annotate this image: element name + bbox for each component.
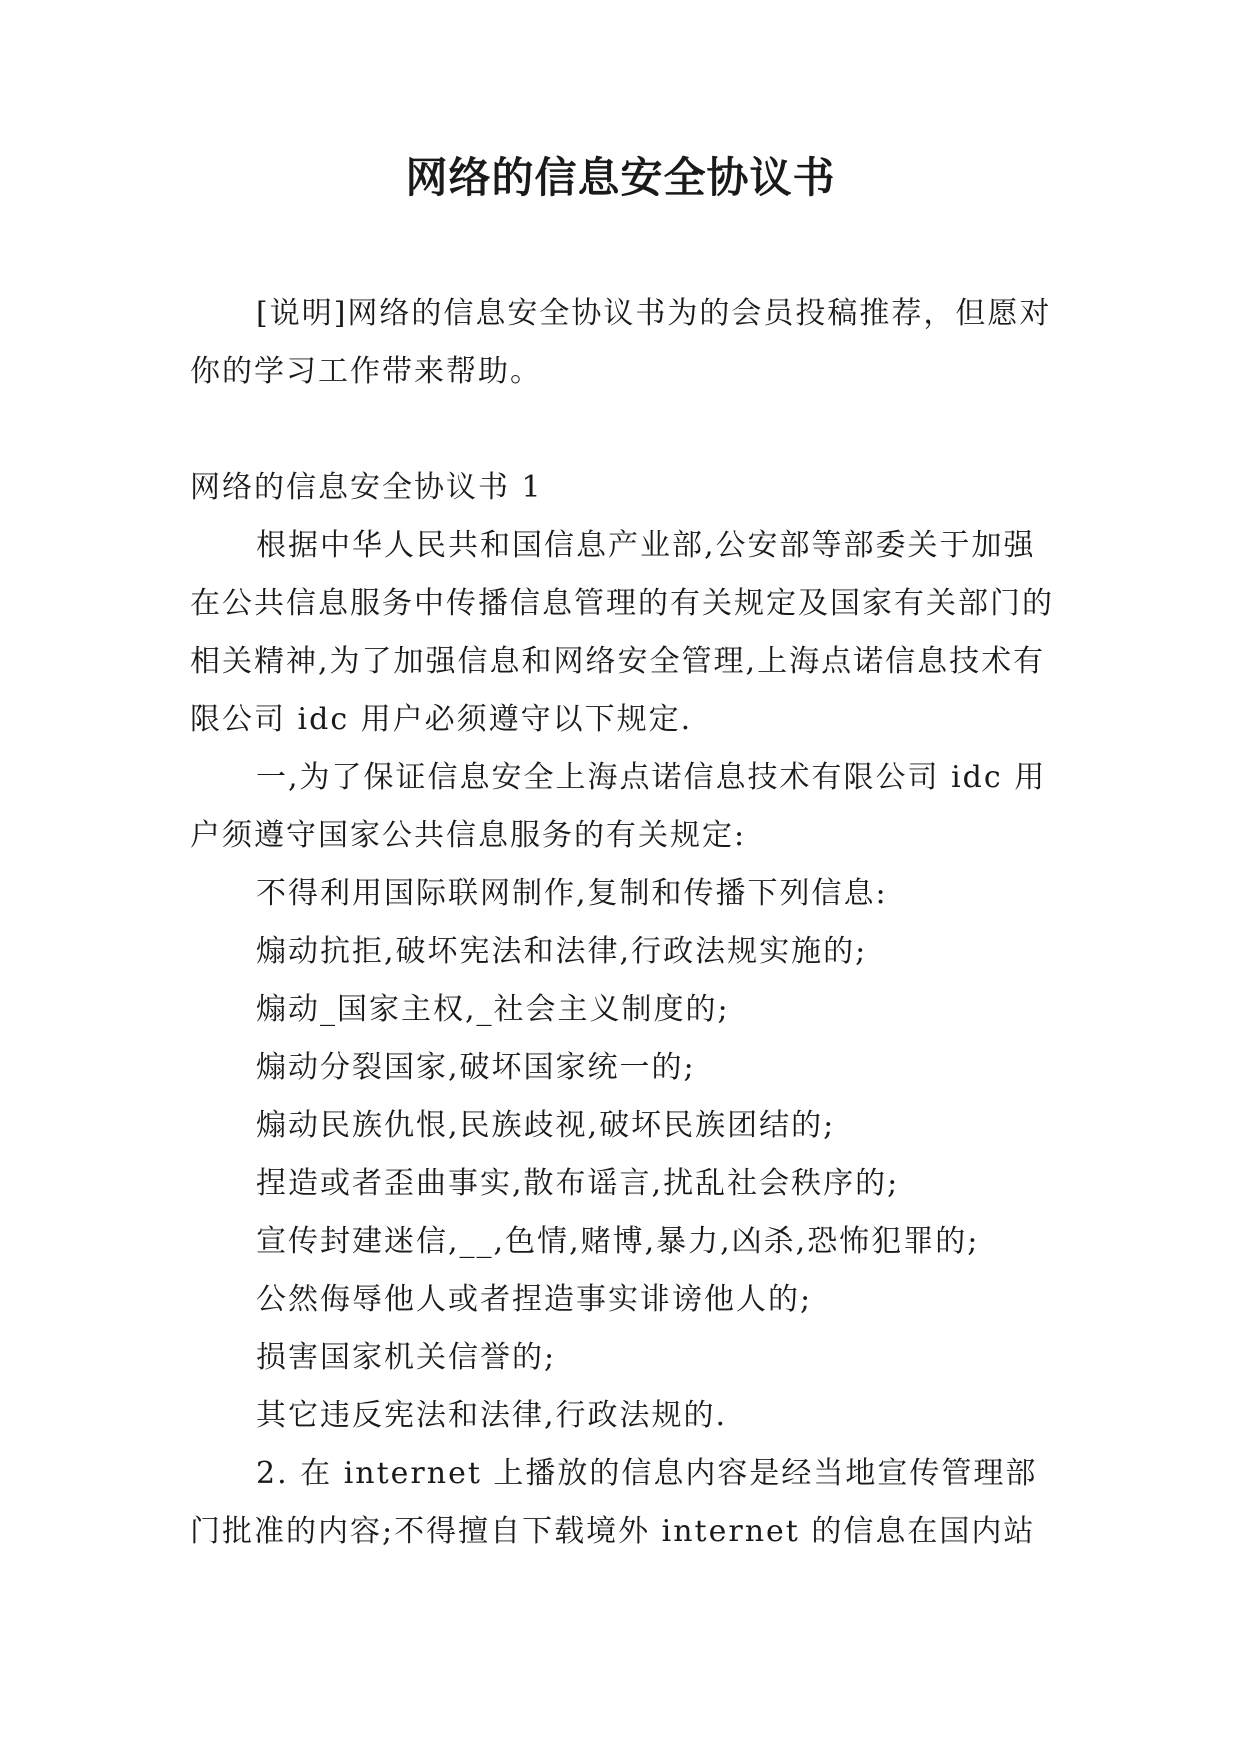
list-item: 煽动民族仇恨,民族歧视,破坏民族团结的; xyxy=(256,1108,836,1143)
list-item: 捏造或者歪曲事实,散布谣言,扰乱社会秩序的; xyxy=(256,1166,900,1201)
body-paragraph: 不得利用国际联网制作,复制和传播下列信息: xyxy=(256,876,888,911)
list-item: 煽动分裂国家,破坏国家统一的; xyxy=(256,1050,696,1085)
list-item: 其它违反宪法和法律,行政法规的. xyxy=(256,1398,728,1433)
list-item: 煽动_国家主权,_社会主义制度的; xyxy=(256,992,730,1027)
body-paragraph: 一,为了保证信息安全上海点诺信息技术有限公司 idc 用户须遵守国家公共信息服务的有关规定: xyxy=(190,760,1047,853)
document-body xyxy=(190,285,1060,1561)
list-item: 宣传封建迷信,__,色情,赌博,暴力,凶杀,恐怖犯罪的; xyxy=(256,1224,980,1259)
paragraph-gap xyxy=(190,401,1060,459)
body-paragraph: 根据中华人民共和国信息产业部,公安部等部委关于加强在公共信息服务中传播信息管理的有关规定及国家有关部门的相关精神,为了加强信息和网络安全管理,上海点诺信息技术有限公司 idc 用户必须遵守以下规定. xyxy=(190,528,1054,737)
list-item: 损害国家机关信誉的; xyxy=(256,1340,557,1375)
section-heading: 网络的信息安全协议书 1 xyxy=(190,470,543,505)
document-title: 网络的信息安全协议书 xyxy=(405,153,836,202)
intro-paragraph: [说明]网络的信息安全协议书为的会员投稿推荐，但愿对你的学习工作带来帮助。 xyxy=(190,296,1052,389)
body-paragraph: 2. 在 internet 上播放的信息内容是经当地宣传管理部门批准的内容;不得擅自下载境外 internet 的信息在国内站 xyxy=(190,1456,1038,1549)
list-item: 公然侮辱他人或者捏造事实诽谤他人的; xyxy=(256,1282,813,1317)
list-item: 煽动抗拒,破坏宪法和法律,行政法规实施的; xyxy=(256,934,868,969)
